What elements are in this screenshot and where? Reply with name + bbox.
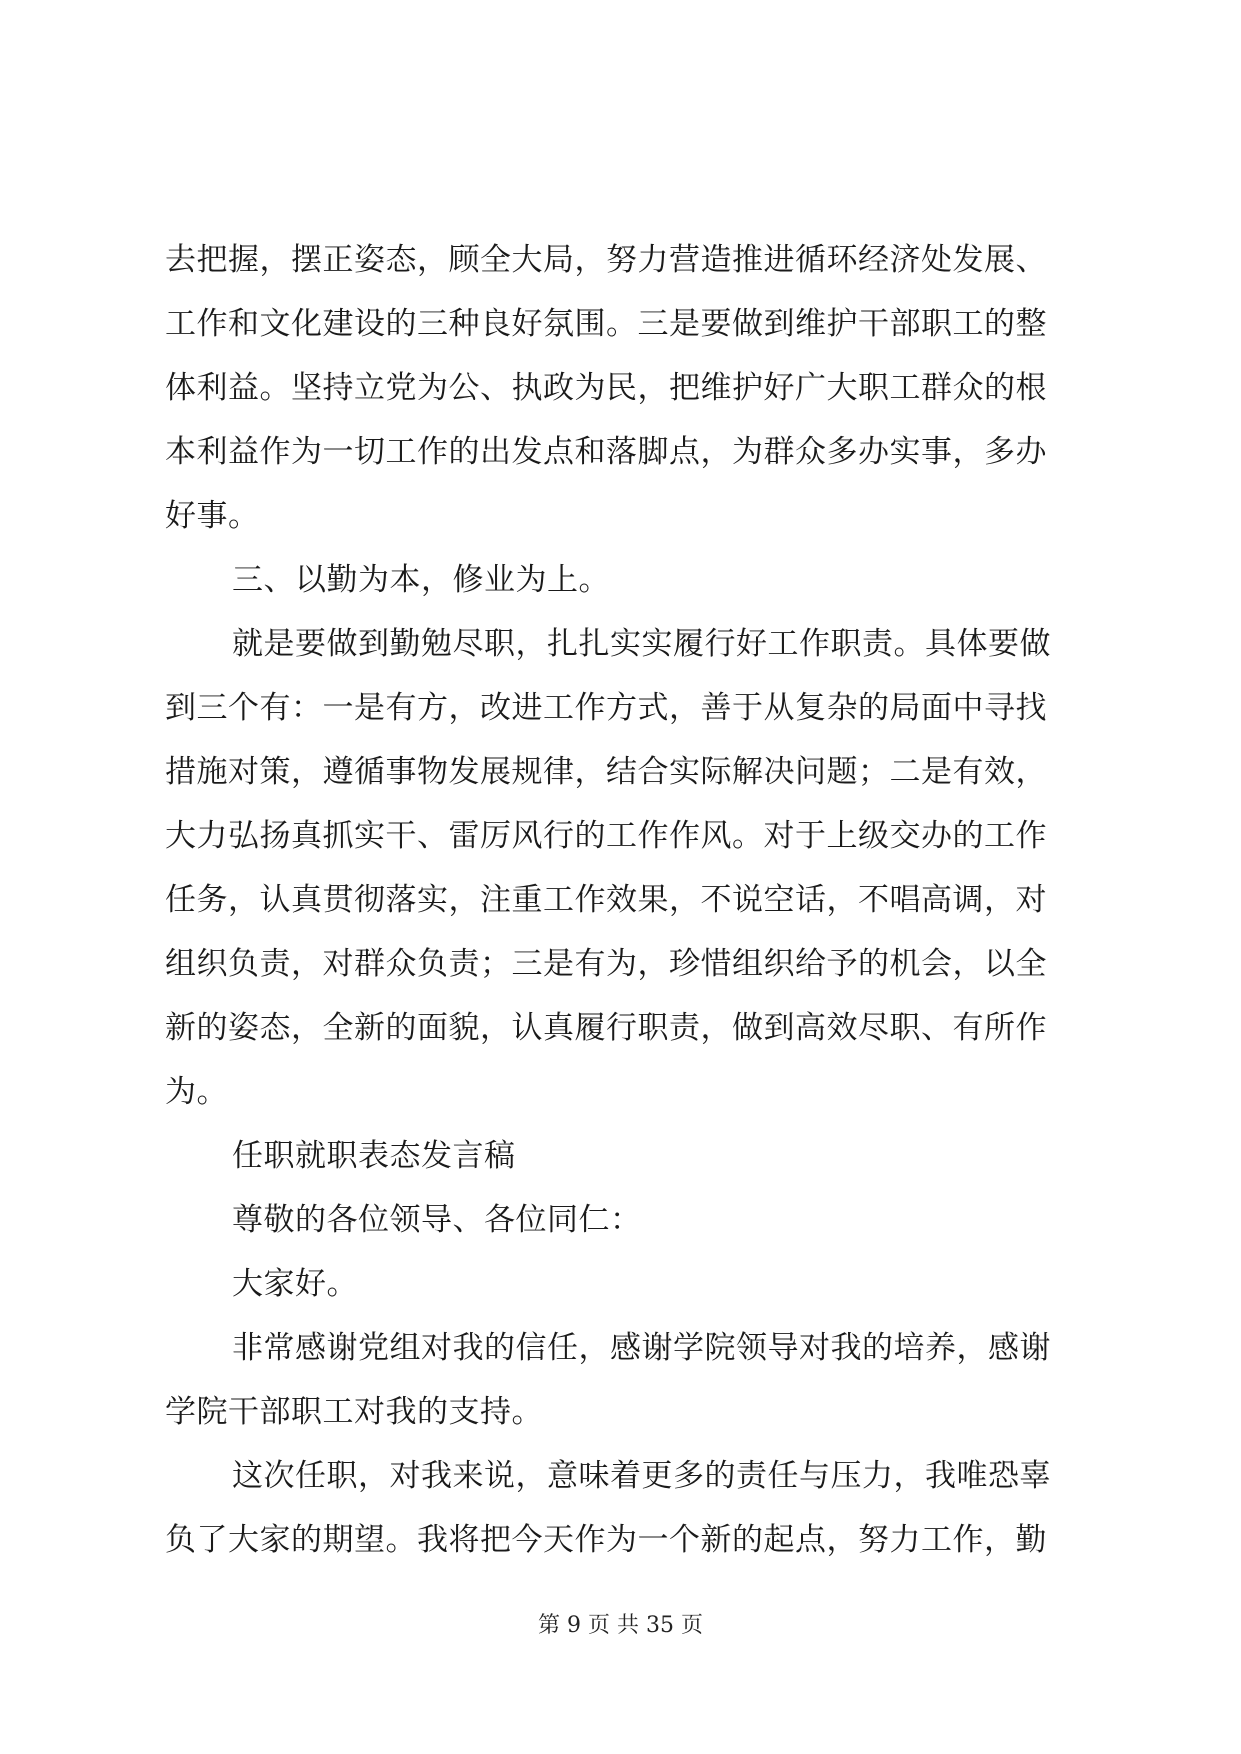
salutation: 尊敬的各位领导、各位同仁： [232, 1202, 642, 1238]
text-line: 为。 [165, 1074, 228, 1110]
page-number: 第 9 页 共 35 页 [538, 1613, 703, 1638]
text-line: 好事。 [165, 498, 260, 534]
text-line: 到三个有：一是有方，改进工作方式，善于从复杂的局面中寻找 [165, 690, 1047, 726]
section-heading: 三、以勤为本，修业为上。 [232, 562, 610, 598]
text-line: 任务，认真贯彻落实，注重工作效果，不说空话，不唱高调，对 [165, 882, 1047, 918]
text-line: 新的姿态，全新的面貌，认真履行职责，做到高效尽职、有所作 [165, 1010, 1047, 1046]
text-line: 非常感谢党组对我的信任，感谢学院领导对我的培养，感谢 [232, 1330, 1051, 1366]
text-line: 负了大家的期望。我将把今天作为一个新的起点，努力工作，勤 [165, 1522, 1047, 1558]
text-line: 本利益作为一切工作的出发点和落脚点，为群众多办实事，多办 [165, 434, 1047, 470]
text-line: 大力弘扬真抓实干、雷厉风行的工作作风。对于上级交办的工作 [165, 818, 1047, 854]
text-line: 就是要做到勤勉尽职，扎扎实实履行好工作职责。具体要做 [232, 626, 1051, 662]
text-line: 体利益。坚持立党为公、执政为民，把维护好广大职工群众的根 [165, 370, 1047, 406]
text-line: 这次任职，对我来说，意味着更多的责任与压力，我唯恐辜 [232, 1458, 1051, 1494]
text-line: 学院干部职工对我的支持。 [165, 1394, 543, 1430]
body-text [165, 228, 1085, 1572]
text-line: 组织负责，对群众负责；三是有为，珍惜组织给予的机会，以全 [165, 946, 1047, 982]
text-line: 措施对策，遵循事物发展规律，结合实际解决问题；二是有效， [165, 754, 1047, 790]
greeting: 大家好。 [232, 1266, 358, 1302]
speech-title: 任职就职表态发言稿 [232, 1138, 516, 1174]
text-line: 工作和文化建设的三种良好氛围。三是要做到维护干部职工的整 [165, 306, 1047, 342]
text-line: 去把握，摆正姿态，顾全大局，努力营造推进循环经济处发展、 [165, 242, 1047, 278]
